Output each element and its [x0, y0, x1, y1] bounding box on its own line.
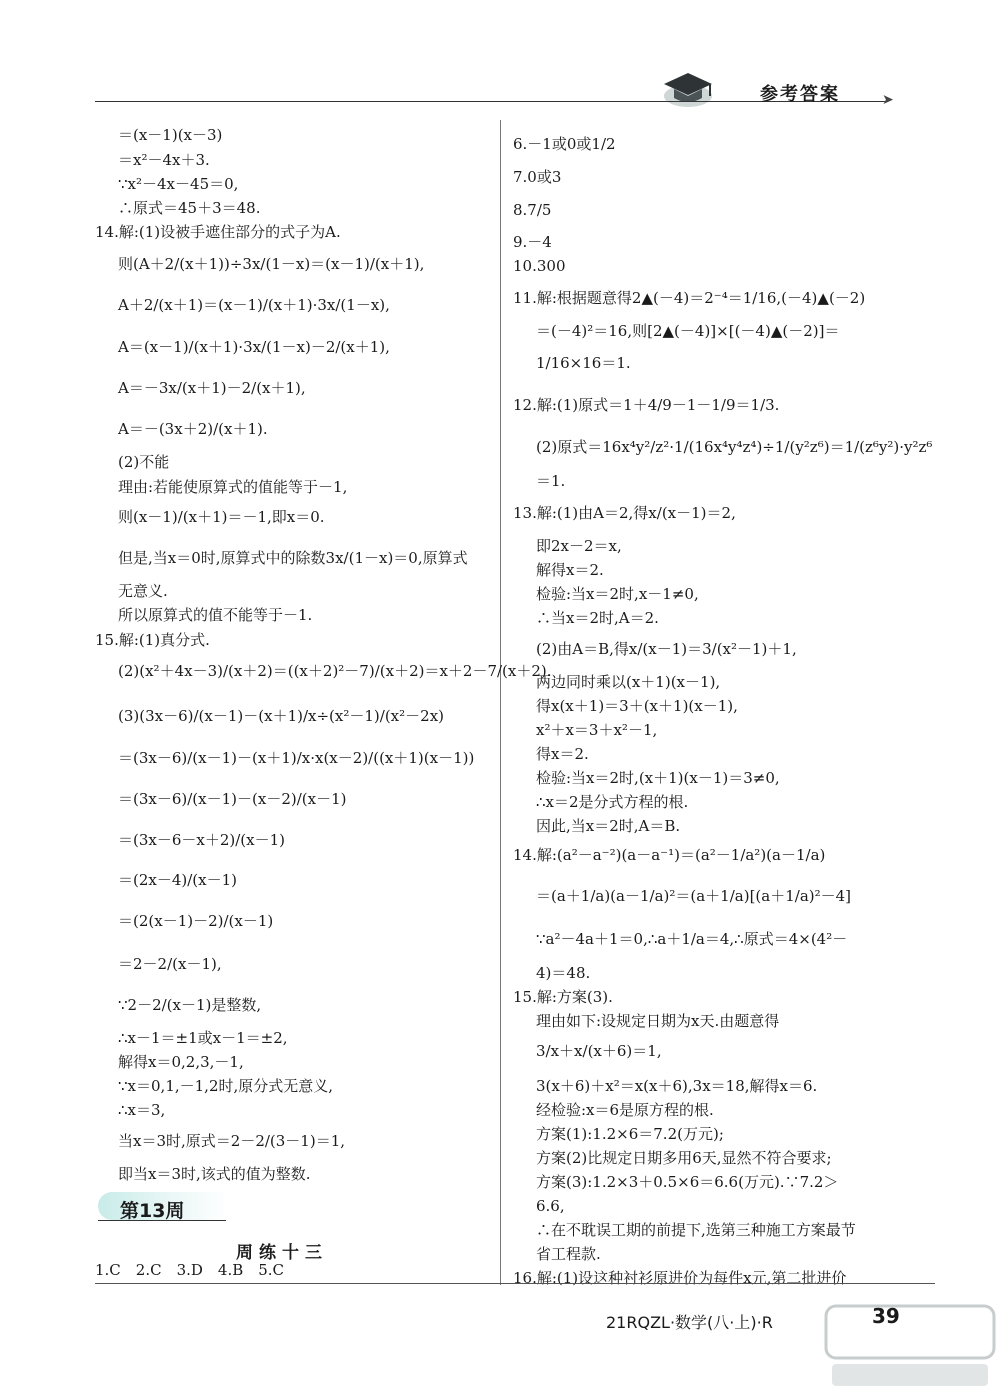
- answer-line: A＝－(3x＋2)/(x＋1).: [118, 420, 268, 438]
- answer-line: ＝(a＋1/a)(a－1/a)²＝(a＋1/a)[(a＋1/a)²－4]: [536, 887, 852, 905]
- answer-line: ＝(2x－4)/(x－1): [118, 871, 238, 889]
- answer-line: 13.解:(1)由A＝2,得x/(x－1)＝2,: [513, 504, 736, 522]
- answer-line: A＝(x－1)/(x＋1)·3x/(1－x)－2/(x＋1),: [118, 338, 390, 356]
- arrow-icon: ➤: [882, 92, 894, 108]
- answer-line: ∵a²－4a＋1＝0,∴a＋1/a＝4,∴原式＝4×(4²－: [536, 930, 848, 948]
- answer-line: ∴原式＝45＋3＝48.: [118, 199, 261, 217]
- answer-line: 方案(3):1.2×3＋0.5×6＝6.6(万元).∵7.2＞: [536, 1173, 839, 1191]
- answer-line: ∵x＝0,1,－1,2时,原分式无意义,: [118, 1077, 334, 1095]
- answer-line: 3(x＋6)＋x²＝x(x＋6),3x＝18,解得x＝6.: [536, 1077, 818, 1095]
- answer-line: (2)不能: [118, 453, 170, 471]
- answer-line: 3/x＋x/(x＋6)＝1,: [536, 1042, 662, 1060]
- answer-line: 16.解:(1)设这种衬衫原进价为每件x元,第二批进价: [513, 1269, 847, 1287]
- watermark-logo: [820, 1298, 1000, 1392]
- answer-line: 解得x＝2.: [536, 561, 604, 579]
- answer-line: ∵2－2/(x－1)是整数,: [118, 996, 262, 1014]
- footer-rule: [95, 1283, 935, 1284]
- section-subtitle: 周练十三: [236, 1243, 328, 1263]
- answer-line: 所以原算式的值不能等于－1.: [118, 606, 313, 624]
- answer-line: ∴x＝2是分式方程的根.: [536, 793, 689, 811]
- answer-line: 解得x＝0,2,3,－1,: [118, 1053, 244, 1071]
- answer-line: 15.解:方案(3).: [513, 988, 613, 1006]
- answer-line: 检验:当x＝2时,x－1≠0,: [536, 585, 699, 603]
- answer-line: 省工程款.: [536, 1245, 601, 1263]
- answer-line: x²＋x＝3＋x²－1,: [536, 721, 658, 739]
- answer-line: 10.300: [513, 257, 566, 275]
- answer-line: ＝2－2/(x－1),: [118, 955, 222, 973]
- answer-line: ＝(3x－6)/(x－1)－(x－2)/(x－1): [118, 790, 347, 808]
- answer-line: 方案(1):1.2×6＝7.2(万元);: [536, 1125, 724, 1143]
- answer-line: 但是,当x＝0时,原算式中的除数3x/(1－x)＝0,原算式: [118, 549, 468, 567]
- answer-line: ∴x＝3,: [118, 1101, 166, 1119]
- answer-line: 方案(2)比规定日期多用6天,显然不符合要求;: [536, 1149, 832, 1167]
- answer-line: ＝(－4)²＝16,则[2▲(－4)]×[(－4)▲(－2)]＝: [536, 322, 840, 340]
- answer-line: 得x(x＋1)＝3＋(x＋1)(x－1),: [536, 697, 738, 715]
- answer-line: 6.－1或0或1/2: [513, 135, 616, 153]
- answer-line: (3)(3x－6)/(x－1)－(x＋1)/x÷(x²－1)/(x²－2x): [118, 707, 445, 725]
- answer-line: 无意义.: [118, 582, 168, 600]
- answer-line: 14.解:(a²－a⁻²)(a－a⁻¹)＝(a²－1/a²)(a－1/a): [513, 846, 826, 864]
- answer-line: 即2x－2＝x,: [536, 537, 622, 555]
- answer-line: ＝1.: [536, 472, 566, 490]
- answer-line: A＝－3x/(x＋1)－2/(x＋1),: [118, 379, 306, 397]
- answer-line: ∴在不耽误工期的前提下,选第三种施工方案最节: [536, 1221, 856, 1239]
- answer-line: (2)(x²＋4x－3)/(x＋2)＝((x＋2)²－7)/(x＋2)＝x＋2－7/(x＋2).: [118, 662, 552, 680]
- answer-line: ＝x²－4x＋3.: [118, 151, 210, 169]
- graduation-cap-icon: [660, 66, 716, 110]
- answer-line: 经检验:x＝6是原方程的根.: [536, 1101, 714, 1119]
- answer-line: 因此,当x＝2时,A＝B.: [536, 817, 681, 835]
- answer-line: 12.解:(1)原式＝1＋4/9－1－1/9＝1/3.: [513, 396, 780, 414]
- section-title: 第13周: [120, 1200, 185, 1222]
- answer-line: 理由:若能使原算式的值能等于－1,: [118, 478, 348, 496]
- answer-line: 则(x－1)/(x＋1)＝－1,即x＝0.: [118, 508, 325, 526]
- answer-line: 检验:当x＝2时,(x＋1)(x－1)＝3≠0,: [536, 769, 780, 787]
- answer-line: 15.解:(1)真分式.: [95, 631, 210, 649]
- answer-line: ＝(3x－6－x＋2)/(x－1): [118, 831, 286, 849]
- answer-line: 4)＝48.: [536, 964, 591, 982]
- answer-line: ∴x－1＝±1或x－1＝±2,: [118, 1029, 288, 1047]
- answer-line: 则(A＋2/(x＋1))÷3x/(1－x)＝(x－1)/(x＋1),: [118, 255, 425, 273]
- answer-line: 当x＝3时,原式＝2－2/(3－1)＝1,: [118, 1132, 346, 1150]
- answer-line: 9.－4: [513, 233, 552, 251]
- answer-line: 6.6,: [536, 1197, 565, 1215]
- answer-line: 1/16×16＝1.: [536, 354, 631, 372]
- answer-line: ＝(2(x－1)－2)/(x－1): [118, 912, 274, 930]
- choice-answers: 1.C 2.C 3.D 4.B 5.C: [95, 1261, 285, 1279]
- answer-line: 两边同时乘以(x＋1)(x－1),: [536, 673, 721, 691]
- answer-line: A＋2/(x＋1)＝(x－1)/(x＋1)·3x/(1－x),: [118, 296, 390, 314]
- answer-line: ＝(3x－6)/(x－1)－(x＋1)/x·x(x－2)/((x＋1)(x－1)): [118, 749, 475, 767]
- answer-line: 14.解:(1)设被手遮住部分的式子为A.: [95, 223, 341, 241]
- answer-line: 得x＝2.: [536, 745, 589, 763]
- answer-line: ∴当x＝2时,A＝2.: [536, 609, 659, 627]
- page-number: 39: [872, 1304, 900, 1328]
- answer-line: 11.解:根据题意得2▲(－4)＝2⁻⁴＝1/16,(－4)▲(－2): [513, 289, 866, 307]
- answer-line: 理由如下:设规定日期为x天.由题意得: [536, 1012, 780, 1030]
- answer-line: 8.7/5: [513, 201, 552, 219]
- answer-line: 即当x＝3时,该式的值为整数.: [118, 1165, 311, 1183]
- answer-line: (2)原式＝16x⁴y²/z²·1/(16x⁴y⁴z⁴)÷1/(y²z⁶)＝1/(z⁶y²)·y²z⁶: [536, 438, 933, 456]
- book-code: 21RQZL·数学(八·上)·R: [606, 1313, 773, 1332]
- page-title: 参考答案: [760, 84, 840, 105]
- answer-line: ∵x²－4x－45＝0,: [118, 175, 239, 193]
- answer-line: (2)由A＝B,得x/(x－1)＝3/(x²－1)＋1,: [536, 640, 797, 658]
- answer-line: 7.0或3: [513, 168, 562, 186]
- answer-line: ＝(x－1)(x－3): [118, 126, 223, 144]
- column-divider: [500, 120, 501, 1285]
